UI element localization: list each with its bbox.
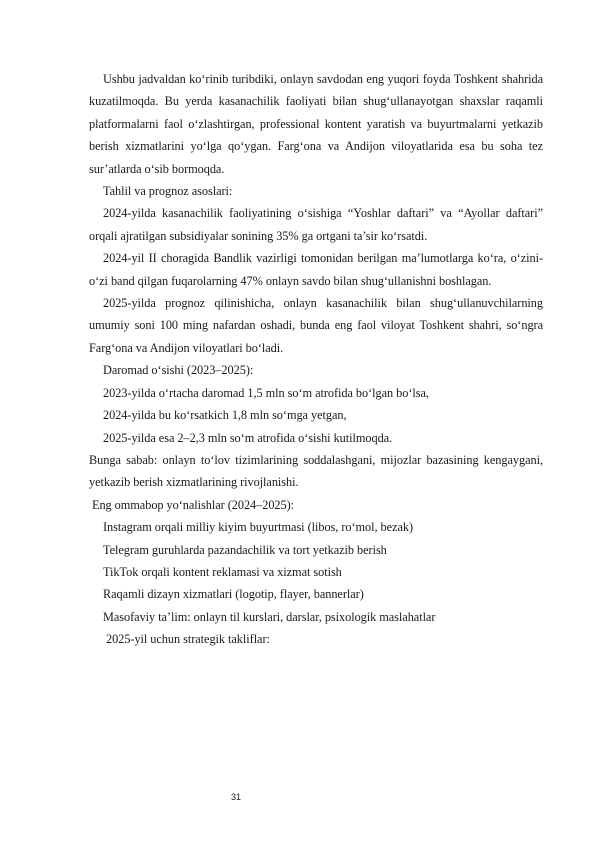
paragraph-income-2024: 2024-yilda bu ko‘rsatkich 1,8 mln so‘mga yetgan, — [103, 408, 347, 423]
paragraph-popular-directions-heading: Eng ommabop yo‘nalishlar (2024–2025): — [92, 497, 295, 512]
paragraph-employment-ministry: 2024-yil II choragida Bandlik vazirligi tomonidan berilgan ma’lumotlarga ko‘ra, o‘zini-o‘zi band qilgan fuqarolarning 47% onlayn savdo bilan shug‘ullanishni boshlagan. — [89, 251, 543, 288]
page-number: 31 — [231, 792, 242, 802]
paragraph-strategic-proposals-heading: 2025-yil uchun strategik takliflar: — [106, 632, 270, 647]
paragraph-intro: Ushbu jadvaldan ko‘rinib turibdiki, onlayn savdodan eng yuqori foyda Toshkent shahrida kuzatilmoqda. Bu yerda kasanachilik faoliyati bilan shug‘ullanayotgan shaxslar raqamli platformalarni faol o‘zlashtirgan, professional kontent yaratish va buyurtmalarni yetkazib berish xizmatlarini yo‘lga qo‘ygan. Farg‘ona va Andijon viloyatlarida esa bu soha tez sur’atlarda o‘sib bormoqda. — [89, 72, 543, 176]
paragraph-income-2025: 2025-yilda esa 2–2,3 mln so‘m atrofida o‘sishi kutilmoqda. — [103, 430, 393, 445]
list-item-digital-design: Raqamli dizayn xizmatlari (logotip, flayer, bannerlar) — [103, 587, 364, 602]
paragraph-analysis-heading: Tahlil va prognoz asoslari: — [103, 184, 233, 199]
paragraph-income-growth-heading: Daromad o‘sishi (2023–2025): — [103, 363, 254, 378]
list-item-instagram: Instagram orqali milliy kiyim buyurtmasi (libos, ro‘mol, bezak) — [103, 520, 414, 535]
paragraph-subsidies: 2024-yilda kasanachilik faoliyatining o‘sishiga “Yoshlar daftari” va “Ayollar daftari” orqali ajratilgan subsidiyalar sonining 35% ga ortgani ta’sir ko‘rsatdi. — [89, 206, 543, 243]
paragraph-reason: Bunga sabab: onlayn to‘lov tizimlarining soddalashgani, mijozlar bazasining kengaygani, yetkazib berish xizmatlarining rivojlanishi. — [89, 452, 543, 490]
paragraph-forecast-2025: 2025-yilda prognoz qilinishicha, onlayn kasanachilik bilan shug‘ullanuvchilarning umumiy soni 100 ming nafardan oshadi, bunda eng faol viloyat Toshkent shahri, so‘ngra Farg‘ona va Andijon viloyatlari bo‘ladi. — [89, 296, 543, 355]
page-body — [89, 68, 543, 651]
list-item-tiktok: TikTok orqali kontent reklamasi va xizmat sotish — [103, 564, 342, 579]
list-item-telegram: Telegram guruhlarda pazandachilik va tort yetkazib berish — [103, 542, 387, 557]
paragraph-income-2023: 2023-yilda o‘rtacha daromad 1,5 mln so‘m atrofida bo‘lgan bo‘lsa, — [103, 385, 429, 400]
list-item-distance-learning: Masofaviy ta’lim: onlayn til kurslari, darslar, psixologik maslahatlar — [103, 609, 436, 624]
